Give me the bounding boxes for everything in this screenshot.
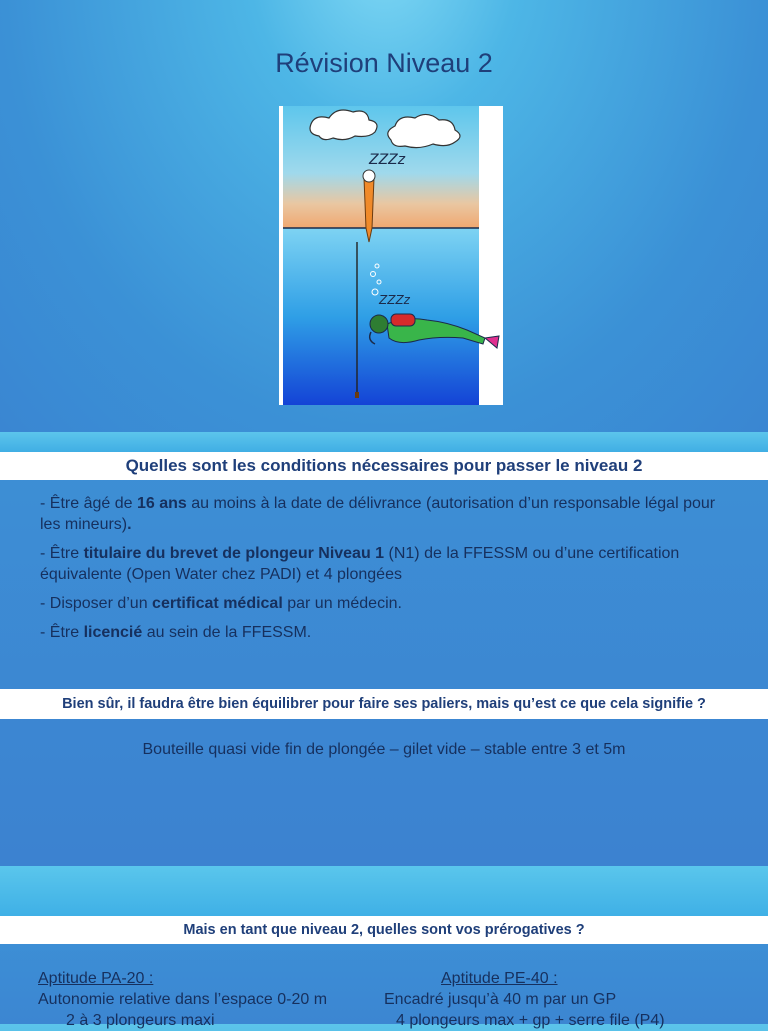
aptitude-pe40: [384, 968, 744, 1031]
aptitude-pa20-line2: 2 à 3 plongeurs maxi: [66, 1012, 215, 1029]
title-slide: [0, 0, 768, 432]
snore-text-diver: ZZZz: [379, 293, 410, 307]
aptitude-pa20: [38, 968, 368, 1031]
aptitude-pe40-line1: Encadré jusqu’à 40 m par un GP: [384, 991, 617, 1008]
prerogatives-slide: [0, 916, 768, 1029]
balance-answer: Bouteille quasi vide fin de plongée – gilet vide – stable entre 3 et 5m: [142, 741, 626, 758]
slide-gap: [0, 432, 768, 452]
aptitude-pe40-heading: Aptitude PE-40 :: [441, 970, 558, 987]
condition-medical: - Disposer d’un certificat médical par un médecin.: [40, 595, 402, 612]
aptitude-pa20-heading: Aptitude PA-20 :: [38, 970, 154, 987]
condition-age: - Être âgé de 16 ans au moins à la date de délivrance (autorisation d’un responsable légal pour les mineurs).: [40, 495, 716, 533]
diver-drawing: [279, 106, 503, 405]
page-title: Révision Niveau 2: [275, 48, 493, 78]
conditions-slide: [0, 452, 768, 866]
snore-text-top: ZZZz: [369, 152, 406, 168]
slide-gap: [0, 866, 768, 916]
aptitude-pe40-line2: 4 plongeurs max + gp + serre file (P4): [396, 1012, 665, 1029]
conditions-question-bar: Quelles sont les conditions nécessaires pour passer le niveau 2: [0, 452, 768, 480]
diver-illustration: [279, 106, 503, 405]
condition-licence: - Être licencié au sein de la FFESSM.: [40, 624, 312, 641]
condition-n1: - Être titulaire du brevet de plongeur Niveau 1 (N1) de la FFESSM ou d’une certification équivalente (Open Water chez PADI) et 4 plongées: [40, 545, 680, 583]
balance-question-bar: Bien sûr, il faudra être bien équilibrer pour faire ses paliers, mais qu’est ce que cela signifie ?: [0, 689, 768, 719]
conditions-list: [40, 493, 730, 651]
aptitude-pa20-line1: Autonomie relative dans l’espace 0-20 m: [38, 991, 328, 1008]
prerogatives-question-bar: Mais en tant que niveau 2, quelles sont vos prérogatives ?: [0, 916, 768, 944]
